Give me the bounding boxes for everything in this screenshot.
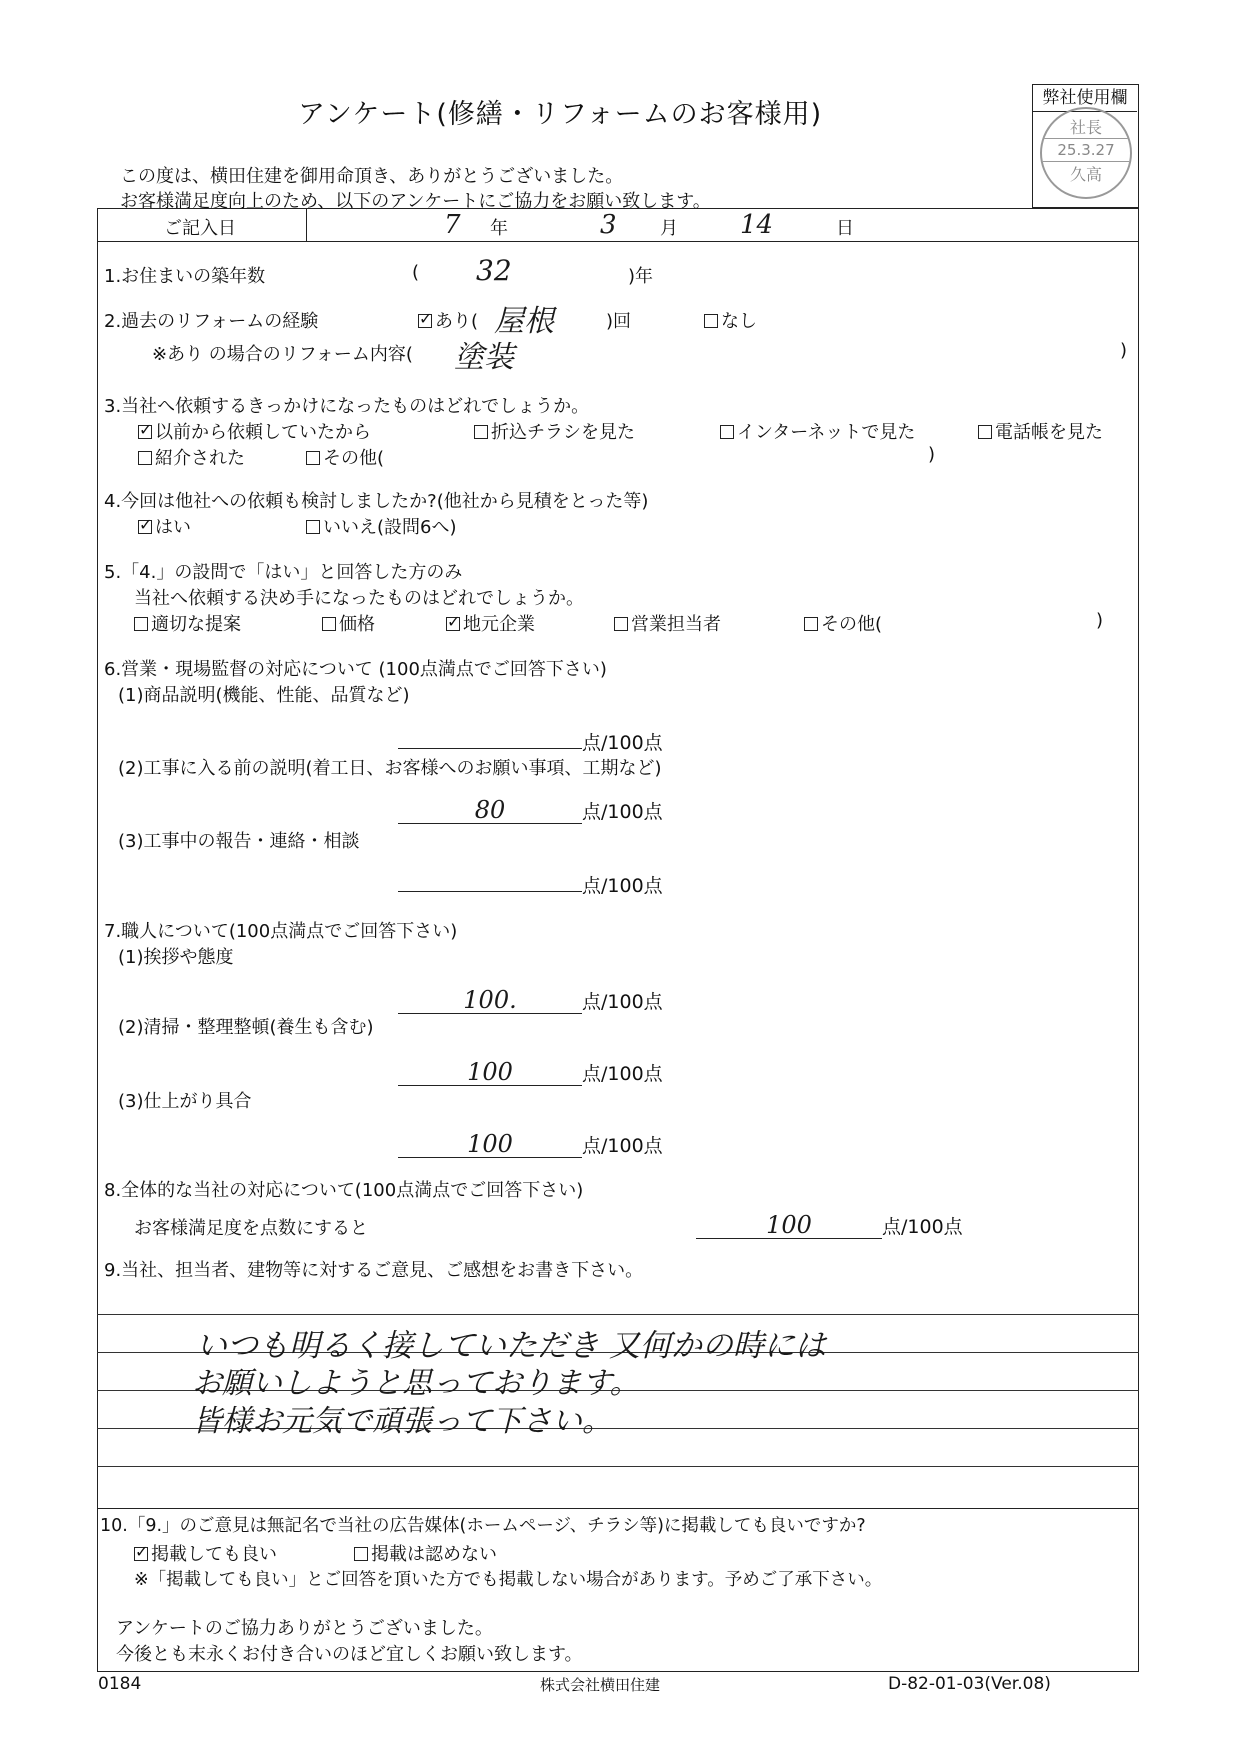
q8-score-row xyxy=(696,1212,963,1239)
q3-option-label-6: その他( xyxy=(323,448,385,469)
q6-item-2-suffix: 点/100点 xyxy=(582,801,663,823)
stamp-date: 25.3.27 xyxy=(1042,138,1130,162)
q10-option-label-1: 掲載しても良い xyxy=(151,1544,277,1565)
q6-label: 6.営業・現場監督の対応について (100点満点でご回答下さい) xyxy=(104,659,607,680)
q7-item-3-score[interactable]: 100 xyxy=(398,1135,582,1158)
q3-option-label-1: 以前から依頼していたから xyxy=(155,422,371,443)
q3-option-label-2: 折込チラシを見た xyxy=(491,422,635,443)
office-use-box xyxy=(1032,84,1139,208)
q4-label: 4.今回は他社への依頼も検討しましたか?(他社から見積をとった等) xyxy=(104,491,649,512)
q6-item-3-label: (3)工事中の報告・連絡・相談 xyxy=(118,831,360,852)
entry-month-unit: 月 xyxy=(660,218,678,239)
q5-label: 5.「4.」の設問で「はい」と回答した方のみ xyxy=(104,562,463,583)
q6-item-2-score-row xyxy=(398,797,663,824)
q9-answer-line-1: いつも明るく接していただき 又何かの時には xyxy=(196,1328,826,1364)
q10-option-label-2: 掲載は認めない xyxy=(371,1544,497,1565)
stamp-role: 社長 xyxy=(1069,118,1102,137)
q8-sub: お客様満足度を点数にすると xyxy=(134,1218,368,1239)
q8-suffix: 点/100点 xyxy=(882,1216,963,1238)
q4-checkbox-2[interactable] xyxy=(306,520,320,534)
q3-checkbox-1[interactable] xyxy=(138,425,152,439)
entry-day-unit: 日 xyxy=(836,218,854,239)
q1-unit: )年 xyxy=(628,266,654,287)
q3-option-3[interactable] xyxy=(720,418,915,444)
q6-item-3-score-row xyxy=(398,869,663,898)
q5-sub: 当社へ依頼する決め手になったものはどれでしょうか。 xyxy=(134,588,584,609)
q3-option-1[interactable] xyxy=(138,418,371,444)
q3-checkbox-5[interactable] xyxy=(138,451,152,465)
q5-close: ) xyxy=(1096,610,1104,631)
q4-option-label-2: いいえ(設問6へ) xyxy=(323,517,457,538)
q2-yes-value: 屋根 xyxy=(494,304,554,339)
q5-checkbox-2[interactable] xyxy=(322,617,336,631)
q7-item-3-label: (3)仕上がり具合 xyxy=(118,1091,252,1112)
q3-close: ) xyxy=(928,444,936,465)
q2-yes-label: あり( xyxy=(435,311,479,332)
q2-no-option[interactable] xyxy=(704,307,757,333)
page-title: アンケート(修繕・リフォームのお客様用) xyxy=(298,99,823,130)
q7-item-1-label: (1)挨拶や態度 xyxy=(118,947,234,968)
q5-checkbox-1[interactable] xyxy=(134,617,148,631)
entry-date-label: ご記入日 xyxy=(164,218,236,239)
q5-checkbox-3[interactable] xyxy=(446,617,460,631)
q10-note: ※「掲載しても良い」とご回答を頂いた方でも掲載しない場合があります。予めご了承下さい。 xyxy=(134,1570,883,1590)
q6-item-1-score-row xyxy=(398,726,663,755)
q7-item-3-suffix: 点/100点 xyxy=(582,1135,663,1157)
q6-item-1-suffix: 点/100点 xyxy=(582,732,663,754)
q7-label: 7.職人について(100点満点でご回答下さい) xyxy=(104,921,458,942)
q6-item-2-label: (2)工事に入る前の説明(着工日、お客様へのお願い事項、工期など) xyxy=(118,758,662,779)
q2-label: 2.過去のリフォームの経験 xyxy=(104,311,319,332)
approval-stamp xyxy=(1040,107,1132,199)
q9-rule-5 xyxy=(97,1466,1139,1467)
q5-option-label-2: 価格 xyxy=(339,614,375,635)
q5-checkbox-5[interactable] xyxy=(804,617,818,631)
q7-item-2-suffix: 点/100点 xyxy=(582,1063,663,1085)
q10-option-1[interactable] xyxy=(134,1540,277,1566)
q2-sub-close: ) xyxy=(1120,340,1128,361)
footer-company: 株式会社横田住建 xyxy=(540,1676,661,1694)
q4-option-2[interactable] xyxy=(306,513,457,539)
q9-rule-6 xyxy=(97,1508,1139,1509)
entry-day-value: 14 xyxy=(740,210,774,240)
q3-option-label-5: 紹介された xyxy=(155,448,245,469)
q6-item-3-score[interactable] xyxy=(398,869,582,892)
q6-item-1-score[interactable] xyxy=(398,726,582,749)
q9-answer-line-3: 皆様お元気で頑張って下さい。 xyxy=(192,1404,612,1439)
q3-checkbox-2[interactable] xyxy=(474,425,488,439)
q7-item-3-score-row xyxy=(398,1131,663,1158)
closing-line-1: アンケートのご協力ありがとうございました。 xyxy=(116,1618,493,1639)
q3-option-5[interactable] xyxy=(138,444,245,470)
q3-option-label-4: 電話帳を見た xyxy=(995,422,1103,443)
q4-option-label-1: はい xyxy=(155,517,191,538)
q10-checkbox-2[interactable] xyxy=(354,1547,368,1561)
q3-option-4[interactable] xyxy=(978,418,1103,444)
entry-date-row xyxy=(97,208,1139,242)
entry-year-unit: 年 xyxy=(490,218,508,239)
q2-yes-option[interactable] xyxy=(418,307,478,333)
q5-option-4[interactable] xyxy=(614,610,721,636)
q6-item-3-suffix: 点/100点 xyxy=(582,875,663,897)
office-use-label: 弊社使用欄 xyxy=(1033,85,1137,112)
q9-label: 9.当社、担当者、建物等に対するご意見、ご感想をお書き下さい。 xyxy=(104,1260,644,1281)
entry-year-value: 7 xyxy=(444,210,461,240)
q10-option-2[interactable] xyxy=(354,1540,497,1566)
entry-month-value: 3 xyxy=(600,210,617,240)
q7-item-2-score-row xyxy=(398,1059,663,1086)
footer-number: 0184 xyxy=(98,1674,142,1694)
q3-option-6[interactable] xyxy=(306,444,384,470)
q2-no-checkbox[interactable] xyxy=(704,314,718,328)
q10-label: 10.「9.」のご意見は無記名で当社の広告媒体(ホームページ、チラシ等)に掲載しても良いですか? xyxy=(100,1516,866,1536)
q6-item-1-label: (1)商品説明(機能、性能、品質など) xyxy=(118,685,410,706)
stamp-name: 久高 xyxy=(1069,165,1102,184)
q9-rule-1 xyxy=(97,1314,1139,1315)
q2-yes-checkbox[interactable] xyxy=(418,314,432,328)
q1-value: 32 xyxy=(476,254,512,287)
q2-no-label: なし xyxy=(721,311,757,332)
q3-checkbox-4[interactable] xyxy=(978,425,992,439)
footer-code: D-82-01-03(Ver.08) xyxy=(888,1674,1051,1694)
q2-unit: )回 xyxy=(606,311,632,332)
q6-item-2-score[interactable]: 80 xyxy=(398,801,582,824)
q5-option-1[interactable] xyxy=(134,610,241,636)
q5-option-5[interactable] xyxy=(804,610,882,636)
closing-line-2: 今後とも末永くお付き合いのほど宜しくお願い致します。 xyxy=(116,1644,583,1665)
q7-item-2-score[interactable]: 100 xyxy=(398,1063,582,1086)
q3-checkbox-6[interactable] xyxy=(306,451,320,465)
q5-option-label-1: 適切な提案 xyxy=(151,614,241,635)
intro-line-1: この度は、横田住建を御用命頂き、ありがとうございました。 xyxy=(120,166,624,187)
q3-label: 3.当社へ依頼するきっかけになったものはどれでしょうか。 xyxy=(104,396,590,417)
q3-checkbox-3[interactable] xyxy=(720,425,734,439)
q3-option-2[interactable] xyxy=(474,418,635,444)
q3-option-label-3: インターネットで見た xyxy=(737,422,916,443)
q8-label: 8.全体的な当社の対応について(100点満点でご回答下さい) xyxy=(104,1180,584,1201)
intro-line-2: お客様満足度向上のため、以下のアンケートにご協力をお願い致します。 xyxy=(120,191,711,212)
q4-checkbox-1[interactable] xyxy=(138,520,152,534)
q4-option-1[interactable] xyxy=(138,513,191,539)
q1-open: ( xyxy=(412,262,420,283)
q10-checkbox-1[interactable] xyxy=(134,1547,148,1561)
q5-option-label-4: 営業担当者 xyxy=(631,614,721,635)
q7-item-1-score-row xyxy=(398,987,663,1014)
q8-score[interactable]: 100 xyxy=(696,1216,882,1239)
q7-item-1-score[interactable]: 100. xyxy=(398,991,582,1014)
q7-item-1-suffix: 点/100点 xyxy=(582,991,663,1013)
q1-label: 1.お住まいの築年数 xyxy=(104,266,266,287)
q2-sub-value: 塗装 xyxy=(454,340,514,375)
q9-answer-line-2: お願いしようと思っております。 xyxy=(192,1366,640,1401)
q5-checkbox-4[interactable] xyxy=(614,617,628,631)
q5-option-2[interactable] xyxy=(322,610,375,636)
q5-option-label-5: その他( xyxy=(821,614,883,635)
q2-sub-label: ※あり の場合のリフォーム内容( xyxy=(152,344,413,365)
entry-date-divider xyxy=(306,208,307,242)
q5-option-label-3: 地元企業 xyxy=(463,614,535,635)
q5-option-3[interactable] xyxy=(446,610,535,636)
q7-item-2-label: (2)清掃・整理整頓(養生も含む) xyxy=(118,1017,374,1038)
